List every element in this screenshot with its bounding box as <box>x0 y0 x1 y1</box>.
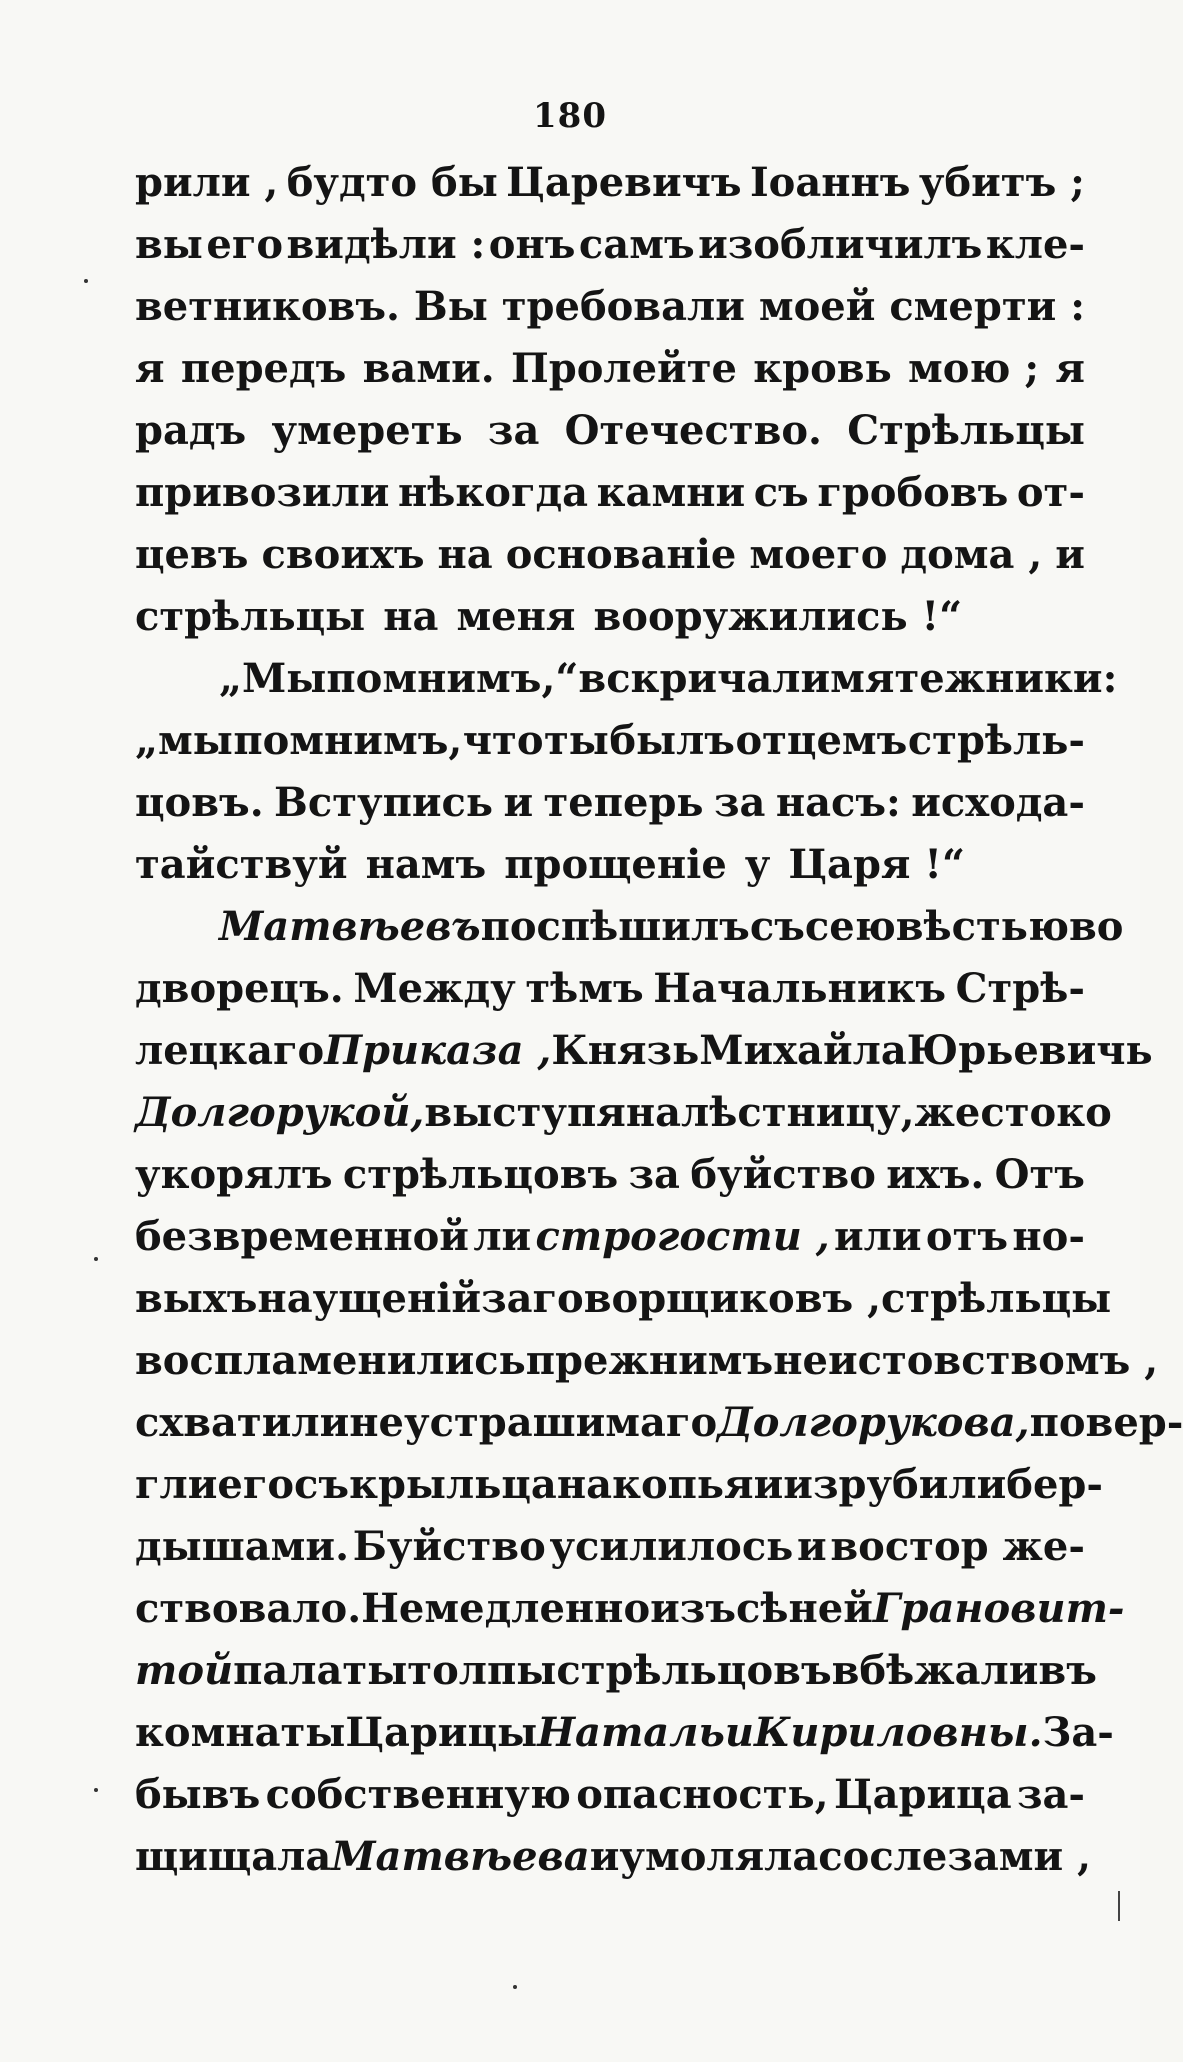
word: бывъ <box>135 1771 261 1818</box>
word: лецкаго <box>135 1027 325 1074</box>
word: стрѣльцовъ <box>556 1647 832 1694</box>
word: повер- <box>1029 1399 1183 1446</box>
word: копья <box>612 1461 754 1508</box>
word: видѣли : <box>286 221 486 268</box>
word: тѣмъ <box>525 965 644 1012</box>
word: „Мы <box>219 655 327 702</box>
word: слезами , <box>869 1833 1092 1880</box>
word: и <box>503 779 534 826</box>
word: За- <box>1042 1709 1114 1756</box>
word: Іоаннъ <box>749 159 911 206</box>
word: Царя !“ <box>788 841 965 888</box>
word: Вы <box>413 283 488 330</box>
word: Вступись <box>274 779 494 826</box>
text-line <box>135 958 1085 1020</box>
word: ветниковъ. <box>135 283 400 330</box>
text-line <box>135 710 1085 772</box>
word: съ <box>294 1461 350 1508</box>
word: буйство <box>690 1151 876 1198</box>
word: и <box>1055 531 1085 578</box>
word: тайствуй <box>135 841 348 888</box>
word: мятежники: <box>830 655 1118 702</box>
text-line <box>135 400 1085 462</box>
italic-word: Долгорукой, <box>135 1089 425 1136</box>
text-line <box>135 1516 1085 1578</box>
text-line <box>135 1268 1112 1330</box>
word: палаты <box>233 1647 408 1694</box>
page-number: 180 <box>533 96 607 136</box>
word: вбѣжали <box>831 1647 1039 1694</box>
word: основаніе <box>505 531 737 578</box>
word: выступя <box>424 1089 626 1136</box>
text-line <box>135 276 1085 338</box>
word: на <box>556 1461 613 1508</box>
word: нѣкогда <box>398 469 589 516</box>
word: прощеніе <box>504 841 727 888</box>
word: собственную <box>265 1771 571 1818</box>
word: стрѣльцы <box>135 593 366 640</box>
text-line <box>135 1764 1085 1826</box>
word: вскричали <box>578 655 831 702</box>
word: „мы <box>135 717 233 764</box>
text-line <box>135 1826 1092 1888</box>
text-line <box>135 1020 1153 1082</box>
word: неустрашимаго <box>349 1399 718 1446</box>
italic-word: строгости , <box>535 1213 830 1260</box>
word: мою ; <box>908 345 1040 392</box>
word: гли <box>135 1461 218 1508</box>
italic-word: Матвѣева <box>331 1833 590 1880</box>
word: Буйство <box>352 1523 546 1570</box>
word: на <box>437 531 493 578</box>
word: умереть <box>271 407 463 454</box>
word: вами. <box>362 345 495 392</box>
word: камни <box>596 469 746 516</box>
text-line <box>135 1392 1183 1454</box>
page-edge-mark <box>1118 1891 1120 1921</box>
text-line <box>135 1144 1085 1206</box>
word: цевъ <box>135 531 249 578</box>
word: и <box>753 1461 784 1508</box>
word: своихъ <box>261 531 425 578</box>
word: меня <box>456 593 576 640</box>
word: изрубили <box>783 1461 1007 1508</box>
word: гробовъ <box>817 469 1009 516</box>
word: щищала <box>135 1833 332 1880</box>
word: его <box>217 1461 295 1508</box>
word: съ <box>753 469 809 516</box>
word: самъ <box>578 221 695 268</box>
page-text <box>135 152 1183 1888</box>
word: жестоко <box>914 1089 1112 1136</box>
text-line <box>135 586 1085 648</box>
text-line <box>135 152 1085 214</box>
word: намъ <box>365 841 487 888</box>
word: Начальникъ <box>653 965 947 1012</box>
word: усилилось <box>549 1523 794 1570</box>
word: моего <box>749 531 888 578</box>
word: помнимъ, <box>233 717 463 764</box>
word: заговорщиковъ , <box>481 1275 882 1322</box>
word: Пролейте <box>510 345 737 392</box>
word: комнаты <box>135 1709 346 1756</box>
print-speck <box>94 1788 98 1792</box>
word: моей <box>758 283 876 330</box>
text-line <box>135 1454 1103 1516</box>
word: былъ <box>609 717 735 764</box>
word: отъ <box>925 1213 1009 1260</box>
italic-word: Матвѣевъ <box>219 903 481 950</box>
word: сѣней <box>736 1585 873 1632</box>
italic-word: Долгорукова, <box>717 1399 1030 1446</box>
word: стрѣльцовъ <box>342 1151 619 1198</box>
word: передъ <box>180 345 347 392</box>
word: Между <box>353 965 516 1012</box>
word: и <box>797 1523 827 1570</box>
word: изъ <box>650 1585 737 1632</box>
word: прежнимъ <box>525 1337 774 1384</box>
italic-word: Грановит- <box>872 1585 1125 1632</box>
word: но- <box>1012 1213 1085 1260</box>
italic-word: Кириловны. <box>753 1709 1043 1756</box>
text-line <box>135 462 1085 524</box>
word: съ <box>749 903 805 950</box>
word: привозили <box>135 469 390 516</box>
word: дворецъ. <box>135 965 344 1012</box>
word: от- <box>1016 469 1085 516</box>
word: Царицы <box>345 1709 538 1756</box>
word: выхъ <box>135 1275 258 1322</box>
word: исхода- <box>911 779 1085 826</box>
text-line <box>135 214 1085 276</box>
word: ли <box>473 1213 532 1260</box>
word: будто бы <box>286 159 498 206</box>
word: во <box>1068 903 1124 950</box>
word: дышами. <box>135 1523 350 1570</box>
word: онъ <box>488 221 576 268</box>
text-line <box>135 338 1085 400</box>
word: въ <box>1038 1647 1097 1694</box>
word: у <box>744 841 771 888</box>
word: стрѣльцы <box>881 1275 1112 1322</box>
word: и <box>589 1833 620 1880</box>
print-speck <box>84 279 88 283</box>
italic-word: той <box>135 1647 234 1694</box>
word: опасность, <box>576 1771 829 1818</box>
word: смерти : <box>889 283 1085 330</box>
word: ты <box>543 717 609 764</box>
word: крыльца <box>349 1461 557 1508</box>
word: Стрѣльцы <box>847 407 1085 454</box>
word: Царица <box>833 1771 1012 1818</box>
word: со <box>818 1833 870 1880</box>
word: за <box>713 779 766 826</box>
word: толпы <box>407 1647 557 1694</box>
word: Немедленно <box>361 1585 651 1632</box>
word: теперь <box>543 779 704 826</box>
word: цовъ. <box>135 779 264 826</box>
text-line <box>135 772 1085 834</box>
text-line <box>135 1702 1114 1764</box>
word: Царевичъ <box>506 159 742 206</box>
word: на <box>383 593 439 640</box>
word: лѣстницу, <box>681 1089 915 1136</box>
word: на <box>625 1089 682 1136</box>
word: Отечество. <box>564 407 822 454</box>
word: умоляла <box>619 1833 819 1880</box>
text-line <box>135 1330 1159 1392</box>
word: помнимъ,“ <box>326 655 579 702</box>
word: сею <box>804 903 896 950</box>
word: вооружились !“ <box>593 593 963 640</box>
text-line <box>135 1640 1097 1702</box>
text-line <box>135 896 1124 958</box>
word: неистовствомъ , <box>773 1337 1159 1384</box>
word: воспламенились <box>135 1337 526 1384</box>
word: за- <box>1016 1771 1085 1818</box>
word: убитъ ; <box>918 159 1085 206</box>
word: укорялъ <box>135 1151 333 1198</box>
word: Юрьевичь <box>906 1027 1153 1074</box>
word: схватили <box>135 1399 350 1446</box>
word: стрѣль- <box>907 717 1085 764</box>
word: Отъ <box>994 1151 1085 1198</box>
word: востор же- <box>830 1523 1085 1570</box>
word: вы <box>135 221 203 268</box>
word: безвременной <box>135 1213 469 1260</box>
text-line <box>135 1206 1085 1268</box>
word: рили , <box>135 159 279 206</box>
word: Стрѣ- <box>955 965 1085 1012</box>
word: насъ: <box>775 779 901 826</box>
word: дома , <box>900 531 1043 578</box>
text-line <box>135 524 1085 586</box>
word: за <box>628 1151 680 1198</box>
print-speck <box>513 1985 517 1989</box>
italic-word: Приказа , <box>324 1027 552 1074</box>
word: его <box>206 221 284 268</box>
word: Князь <box>551 1027 700 1074</box>
word: я <box>1055 345 1085 392</box>
word: бер- <box>1006 1461 1103 1508</box>
word: отцемъ <box>735 717 908 764</box>
word: кле- <box>985 221 1085 268</box>
italic-word: Натальи <box>537 1709 754 1756</box>
text-line <box>135 1082 1112 1144</box>
word: за <box>487 407 540 454</box>
word: или <box>834 1213 922 1260</box>
word: поспѣшилъ <box>480 903 750 950</box>
word: что <box>462 717 544 764</box>
word: ствовало. <box>135 1585 362 1632</box>
text-line <box>135 834 1085 896</box>
word: радъ <box>135 407 247 454</box>
word: изобличилъ <box>698 221 983 268</box>
word: кровь <box>753 345 892 392</box>
word: требовали <box>501 283 745 330</box>
word: наущеній <box>257 1275 482 1322</box>
word: я <box>135 345 165 392</box>
text-line <box>135 648 1118 710</box>
word: ихъ. <box>886 1151 985 1198</box>
word: Михайла <box>699 1027 907 1074</box>
text-line <box>135 1578 1125 1640</box>
word: вѣстью <box>895 903 1069 950</box>
print-speck <box>94 1257 98 1261</box>
